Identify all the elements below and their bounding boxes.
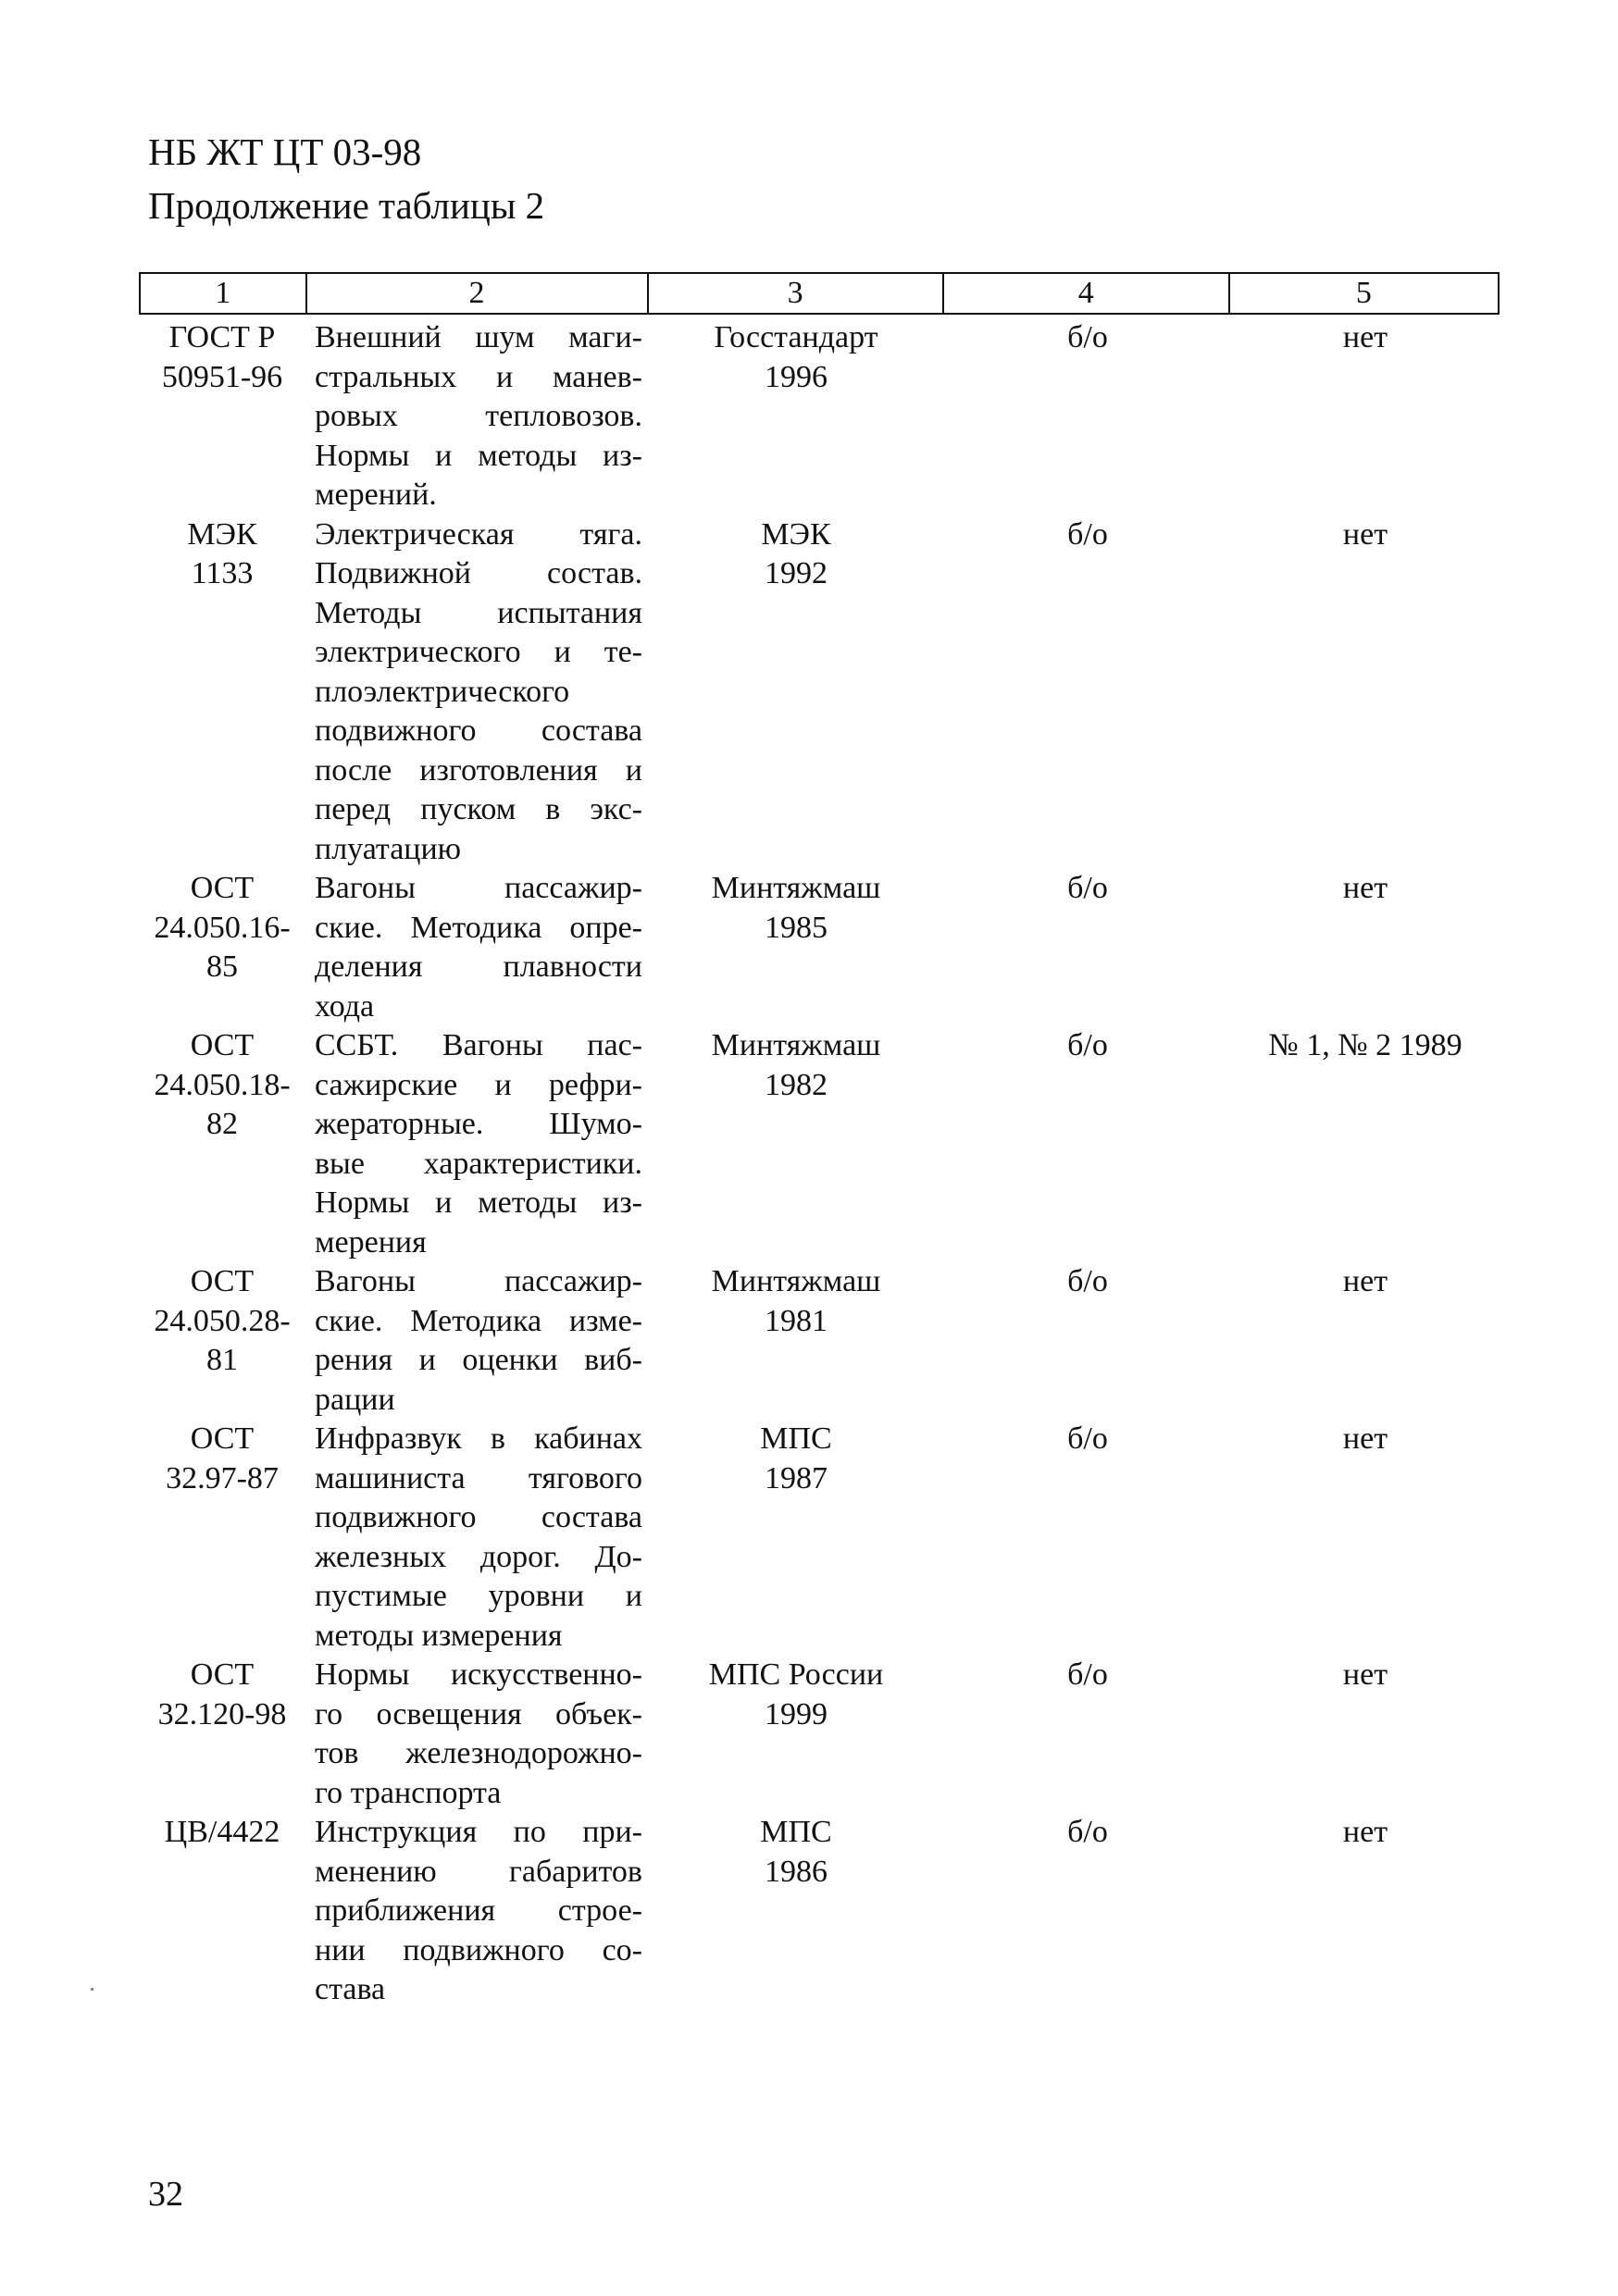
document-designation-cell bbox=[139, 1656, 305, 1734]
cell-line: б/о bbox=[1067, 1815, 1108, 1849]
cell-line: стральных и манев- bbox=[315, 359, 642, 394]
table-row bbox=[139, 1656, 1500, 1813]
cell-line: рации bbox=[315, 1382, 395, 1417]
cell-line: 1986 bbox=[765, 1854, 828, 1889]
table-row bbox=[139, 1813, 1500, 2010]
cell-line: Инструкция по при- bbox=[315, 1815, 642, 1849]
cell-line: 32.120-98 bbox=[157, 1696, 287, 1731]
cell-line: 1992 bbox=[765, 556, 828, 590]
cell-line: перед пуском в экс- bbox=[315, 792, 642, 826]
document-designation-cell bbox=[139, 869, 305, 987]
cell-line: 82 bbox=[206, 1107, 238, 1141]
cell-line: ГОСТ Р bbox=[168, 320, 276, 354]
cell-line: Нормы и методы из- bbox=[315, 438, 642, 473]
amendments-cell bbox=[1231, 1026, 1500, 1066]
cell-line: МЭК bbox=[761, 516, 831, 552]
cell-line: става bbox=[315, 1972, 386, 2006]
cell-line: подвижного состава bbox=[315, 1500, 642, 1534]
table-header-row bbox=[139, 272, 1500, 315]
amendments-cell bbox=[1231, 1656, 1500, 1695]
cell-line: Вагоны пассажир- bbox=[315, 871, 642, 905]
cell-line: сажирские и рефри- bbox=[315, 1067, 642, 1102]
document-title-cell bbox=[305, 1656, 648, 1813]
amendments-cell bbox=[1231, 1420, 1500, 1459]
cell-line: ОСТ bbox=[190, 1264, 255, 1298]
cell-line: 1999 bbox=[765, 1696, 828, 1731]
document-designation-cell bbox=[139, 515, 305, 594]
cell-line: ские. Методика опре- bbox=[315, 910, 642, 945]
cell-line: менению габаритов bbox=[315, 1854, 642, 1889]
column-4-cell bbox=[944, 1656, 1231, 1695]
cell-line: хода bbox=[315, 988, 375, 1024]
cell-line: тов железнодорожно- bbox=[315, 1736, 642, 1770]
cell-line: нет bbox=[1342, 516, 1388, 552]
cell-line: электрического и те- bbox=[315, 635, 642, 669]
issuer-year-cell bbox=[648, 869, 944, 948]
cell-line: 1985 bbox=[765, 910, 828, 945]
cell-line: ОСТ bbox=[190, 1028, 255, 1062]
cell-line: б/о bbox=[1067, 516, 1108, 552]
cell-line: нет bbox=[1342, 1421, 1388, 1456]
cell-line: ОСТ bbox=[190, 1657, 255, 1692]
table-continuation-title: Продолжение таблицы 2 bbox=[148, 184, 545, 227]
table-row bbox=[139, 1262, 1500, 1420]
issuer-year-cell bbox=[648, 1026, 944, 1105]
cell-line: ОСТ bbox=[190, 871, 255, 905]
amendments-cell bbox=[1231, 869, 1500, 909]
issuer-year-cell bbox=[648, 1813, 944, 1892]
cell-line: 24.050.18- bbox=[154, 1067, 291, 1102]
cell-line: мерений. bbox=[315, 478, 437, 512]
amendments-cell bbox=[1231, 318, 1500, 358]
cell-line: вые характеристики. bbox=[315, 1146, 642, 1181]
document-title-cell bbox=[305, 1262, 648, 1420]
column-4-cell bbox=[944, 1262, 1231, 1302]
column-header-1: 1 bbox=[141, 274, 307, 313]
table-row bbox=[139, 1026, 1500, 1262]
issuer-year-cell bbox=[648, 318, 944, 397]
table-row bbox=[139, 1420, 1500, 1656]
document-title-cell bbox=[305, 1813, 648, 2010]
cell-line: МПС bbox=[760, 1815, 832, 1849]
amendments-cell bbox=[1231, 515, 1500, 555]
issuer-year-cell bbox=[648, 1420, 944, 1498]
cell-line: Вагоны пассажир- bbox=[315, 1264, 642, 1298]
cell-line: б/о bbox=[1067, 1028, 1108, 1062]
cell-line: МПС bbox=[760, 1421, 832, 1456]
cell-line: го освещения объек- bbox=[315, 1696, 642, 1731]
cell-line: методы измерения bbox=[315, 1618, 563, 1653]
cell-line: 50951-96 bbox=[161, 359, 283, 394]
cell-line: плоэлектрического bbox=[315, 674, 570, 709]
cell-line: жераторные. Шумо- bbox=[315, 1107, 642, 1141]
column-4-cell bbox=[944, 1026, 1231, 1066]
document-title-cell bbox=[305, 1026, 648, 1262]
table-body bbox=[139, 318, 1500, 2010]
cell-line: машиниста тягового bbox=[315, 1460, 642, 1496]
cell-line: Внешний шум маги- bbox=[315, 320, 642, 354]
cell-line: Электрическая тяга. bbox=[315, 516, 642, 552]
cell-line: плуатацию bbox=[315, 831, 462, 866]
cell-line: железных дорог. До- bbox=[315, 1539, 642, 1574]
cell-line: подвижного состава bbox=[315, 714, 642, 748]
cell-line: МПС России bbox=[708, 1657, 884, 1692]
cell-line: приближения строе- bbox=[315, 1893, 642, 1928]
document-code: НБ ЖТ ЦТ 03-98 bbox=[148, 130, 422, 173]
cell-line: 24.050.28- bbox=[154, 1303, 291, 1338]
column-4-cell bbox=[944, 1813, 1231, 1853]
document-designation-cell bbox=[139, 1813, 305, 1853]
table-row bbox=[139, 318, 1500, 515]
cell-line: нии подвижного со- bbox=[315, 1932, 642, 1967]
cell-line: нет bbox=[1342, 1815, 1388, 1849]
cell-line: б/о bbox=[1067, 1657, 1108, 1692]
cell-line: ские. Методика изме- bbox=[315, 1303, 642, 1338]
cell-line: Инфразвук в кабинах bbox=[315, 1421, 642, 1456]
page-number: 32 bbox=[148, 2175, 183, 2214]
cell-line: Минтяжмаш bbox=[711, 1264, 881, 1298]
cell-line: Нормы искусственно- bbox=[315, 1657, 642, 1692]
cell-line: 1996 bbox=[765, 359, 828, 394]
cell-line: 85 bbox=[206, 949, 238, 984]
issuer-year-cell bbox=[648, 1656, 944, 1734]
cell-line: Минтяжмаш bbox=[711, 871, 881, 905]
cell-line: нет bbox=[1342, 1657, 1388, 1692]
cell-line: ОСТ bbox=[190, 1421, 255, 1456]
document-title-cell bbox=[305, 318, 648, 515]
cell-line: рения и оценки виб- bbox=[315, 1343, 642, 1377]
cell-line: 24.050.16- bbox=[154, 910, 291, 945]
cell-line: 32.97-87 bbox=[166, 1460, 279, 1496]
cell-line: б/о bbox=[1067, 871, 1108, 905]
column-header-5: 5 bbox=[1355, 276, 1372, 310]
column-4-cell bbox=[944, 318, 1231, 358]
cell-line: 1987 bbox=[765, 1460, 828, 1496]
column-4-cell bbox=[944, 869, 1231, 909]
amendments-cell bbox=[1231, 1262, 1500, 1302]
column-4-cell bbox=[944, 1420, 1231, 1459]
cell-line: ССБТ. Вагоны пас- bbox=[315, 1028, 642, 1062]
document-designation-cell bbox=[139, 318, 305, 397]
cell-line: Подвижной состав. bbox=[315, 556, 642, 590]
document-title-cell bbox=[305, 515, 648, 870]
document-designation-cell bbox=[139, 1420, 305, 1498]
cell-line: Минтяжмаш bbox=[711, 1028, 881, 1062]
cell-line: б/о bbox=[1067, 1264, 1108, 1298]
cell-line: б/о bbox=[1067, 1421, 1108, 1456]
cell-line: го транспорта bbox=[315, 1775, 502, 1810]
issuer-year-cell bbox=[648, 515, 944, 594]
amendments-cell bbox=[1231, 1813, 1500, 1853]
cell-line: МЭК bbox=[187, 516, 257, 552]
cell-line: Нормы и методы из- bbox=[315, 1185, 642, 1220]
table-row bbox=[139, 515, 1500, 870]
cell-line: ЦВ/4422 bbox=[164, 1815, 280, 1849]
cell-line: 1981 bbox=[765, 1303, 828, 1338]
cell-line: № 1, № 2 1989 bbox=[1268, 1028, 1462, 1062]
document-title-cell bbox=[305, 869, 648, 1026]
table-row bbox=[139, 869, 1500, 1026]
document-title-cell bbox=[305, 1420, 648, 1656]
column-header-3: 3 bbox=[649, 274, 944, 313]
cell-line: нет bbox=[1342, 1264, 1388, 1298]
cell-line: б/о bbox=[1067, 320, 1108, 354]
cell-line: 1133 bbox=[191, 556, 254, 590]
cell-line: 81 bbox=[206, 1343, 238, 1377]
column-header-4: 4 bbox=[944, 274, 1230, 313]
cell-line: ровых тепловозов. bbox=[315, 399, 642, 433]
cell-line: 1982 bbox=[765, 1067, 828, 1102]
column-header-2: 2 bbox=[307, 274, 649, 313]
issuer-year-cell bbox=[648, 1262, 944, 1341]
cell-line: нет bbox=[1342, 320, 1388, 354]
column-4-cell bbox=[944, 515, 1231, 555]
cell-line: мерения bbox=[315, 1224, 427, 1260]
cell-line: пустимые уровни и bbox=[315, 1579, 642, 1613]
cell-line: нет bbox=[1342, 871, 1388, 905]
document-designation-cell bbox=[139, 1262, 305, 1381]
document-designation-cell bbox=[139, 1026, 305, 1145]
scan-speck bbox=[91, 1988, 93, 1991]
cell-line: деления плавности bbox=[315, 949, 642, 984]
cell-line: Госстандарт bbox=[714, 320, 878, 354]
cell-line: после изготовления и bbox=[315, 752, 642, 788]
cell-line: Методы испытания bbox=[315, 595, 642, 630]
